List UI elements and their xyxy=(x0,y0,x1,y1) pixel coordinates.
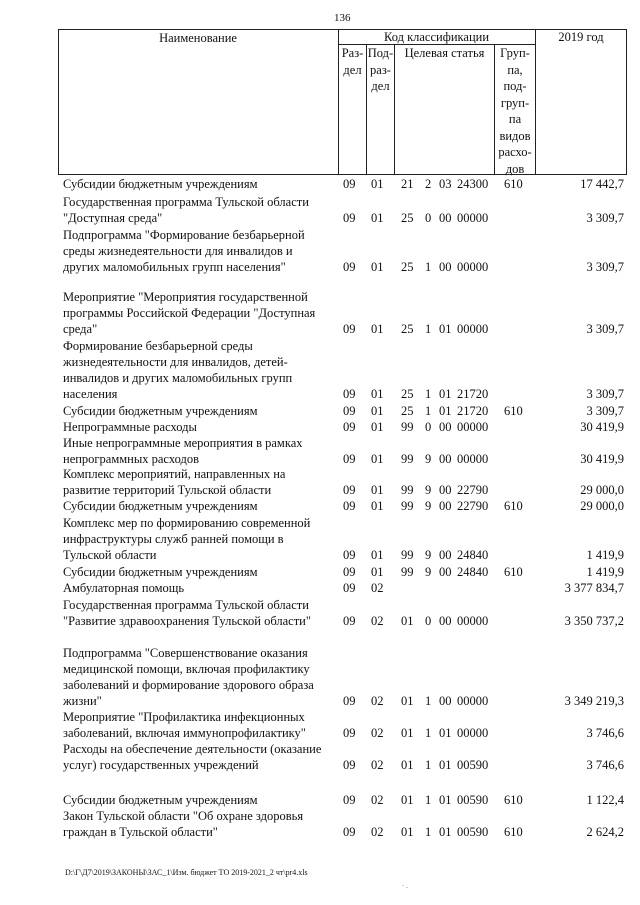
row-code-vr: 610 xyxy=(504,793,523,807)
row-code-pr: 01 xyxy=(371,260,384,274)
row-code-d: 00590 xyxy=(457,758,489,772)
row-name: Амбулаторная помощь xyxy=(63,581,185,595)
table-row xyxy=(60,645,630,709)
row-code-a: 25 xyxy=(401,211,414,225)
row-code-vr: 610 xyxy=(504,825,523,839)
row-code-b: 9 xyxy=(425,452,432,466)
row-name: Субсидии бюджетным учреждениям xyxy=(63,404,258,418)
row-code-rz: 09 xyxy=(343,322,356,336)
row-code-c: 00 xyxy=(439,420,452,434)
row-code-rz: 09 xyxy=(343,211,356,225)
row-code-d: 00000 xyxy=(457,614,489,628)
row-code-a: 25 xyxy=(401,322,414,336)
row-code-a: 01 xyxy=(401,758,414,772)
row-code-a: 25 xyxy=(401,404,414,418)
row-code-c: 01 xyxy=(439,322,452,336)
row-code-d: 00000 xyxy=(457,322,489,336)
table-row xyxy=(60,419,630,435)
row-amount: 1 122,4 xyxy=(586,793,624,807)
column-group-header: Груп- па, под- груп- па видов расхо- дов xyxy=(498,46,532,176)
row-code-b: 0 xyxy=(425,420,432,434)
table-row xyxy=(60,227,630,275)
row-code-rz: 09 xyxy=(343,387,356,401)
column-name-header: Наименование xyxy=(159,31,237,45)
row-code-d: 24840 xyxy=(457,565,489,579)
row-code-d: 21720 xyxy=(457,404,489,418)
row-code-a: 99 xyxy=(401,499,414,513)
row-code-d: 00590 xyxy=(457,793,489,807)
row-code-c: 01 xyxy=(439,404,452,418)
table-row xyxy=(60,194,630,226)
row-code-c: 00 xyxy=(439,260,452,274)
row-code-vr: 610 xyxy=(504,177,523,191)
row-code-a: 01 xyxy=(401,694,414,708)
row-amount: 2 624,2 xyxy=(586,825,624,839)
table-row xyxy=(60,466,630,498)
row-code-a: 99 xyxy=(401,548,414,562)
table-row xyxy=(60,498,630,514)
column-code-header: Код классификации xyxy=(383,30,490,44)
row-amount: 3 350 737,2 xyxy=(564,614,624,628)
row-code-b: 9 xyxy=(425,548,432,562)
table-row xyxy=(60,564,630,580)
row-code-d: 22790 xyxy=(457,499,489,513)
row-amount: 3 349 219,3 xyxy=(564,694,624,708)
row-code-c: 00 xyxy=(439,452,452,466)
row-code-c: 00 xyxy=(439,694,452,708)
row-code-rz: 09 xyxy=(343,694,356,708)
row-code-c: 00 xyxy=(439,483,452,497)
row-code-pr: 01 xyxy=(371,565,384,579)
row-name: Иные непрограммные мероприятия в рамках непрограммных расходов xyxy=(63,436,303,466)
row-code-d: 00000 xyxy=(457,211,489,225)
row-code-c: 01 xyxy=(439,726,452,740)
row-name: Государственная программа Тульской области "Доступная среда" xyxy=(63,195,309,225)
row-amount: 29 000,0 xyxy=(580,499,624,513)
row-code-rz: 09 xyxy=(343,420,356,434)
table-row xyxy=(60,289,630,337)
table-row xyxy=(60,597,630,629)
row-name: Комплекс мероприятий, направленных на развитие территорий Тульской области xyxy=(63,467,286,497)
row-code-rz: 09 xyxy=(343,581,356,595)
row-code-pr: 02 xyxy=(371,758,384,772)
row-code-pr: 01 xyxy=(371,548,384,562)
row-code-rz: 09 xyxy=(343,614,356,628)
row-code-a: 01 xyxy=(401,825,414,839)
row-code-a: 01 xyxy=(401,614,414,628)
page-number: 136 xyxy=(334,12,351,24)
row-amount: 1 419,9 xyxy=(586,548,624,562)
row-code-b: 1 xyxy=(425,404,432,418)
row-code-pr: 02 xyxy=(371,793,384,807)
row-code-vr: 610 xyxy=(504,404,523,418)
row-name: Субсидии бюджетным учреждениям xyxy=(63,565,258,579)
row-code-a: 99 xyxy=(401,452,414,466)
row-code-rz: 09 xyxy=(343,548,356,562)
row-amount: 29 000,0 xyxy=(580,483,624,497)
row-name: Субсидии бюджетным учреждениям xyxy=(63,499,258,513)
row-code-pr: 02 xyxy=(371,726,384,740)
row-code-b: 9 xyxy=(425,483,432,497)
row-code-a: 99 xyxy=(401,420,414,434)
file-path-footer: D:\Г\Д7\2019\ЗАКОНЫ\ЗАС_1\Изм. бюджет ТО 2019-2021_2 чт\pr4.xls xyxy=(65,868,308,877)
column-year-header: 2019 год xyxy=(558,30,604,44)
row-code-a: 01 xyxy=(401,726,414,740)
row-code-pr: 01 xyxy=(371,420,384,434)
row-code-rz: 09 xyxy=(343,483,356,497)
row-amount: 3 309,7 xyxy=(586,211,624,225)
row-name: Мероприятие "Мероприятия государственной программы Российской Федерации "Доступная среда" xyxy=(63,290,316,336)
row-code-a: 25 xyxy=(401,387,414,401)
row-amount: 30 419,9 xyxy=(580,452,624,466)
row-code-rz: 09 xyxy=(343,758,356,772)
row-name: Государственная программа Тульской области "Развитие здравоохранения Тульской области" xyxy=(63,598,311,628)
row-code-pr: 01 xyxy=(371,483,384,497)
row-code-pr: 01 xyxy=(371,499,384,513)
row-code-c: 00 xyxy=(439,614,452,628)
row-code-b: 1 xyxy=(425,694,432,708)
table-row xyxy=(60,515,630,563)
table-row xyxy=(60,435,630,467)
row-code-d: 00000 xyxy=(457,452,489,466)
row-code-d: 00000 xyxy=(457,260,489,274)
row-name: Подпрограмма "Формирование безбарьерной среды жизнедеятельности для инвалидов и других маломобильных групп населения" xyxy=(63,228,305,274)
row-code-c: 03 xyxy=(439,177,452,191)
row-amount: 3 377 834,7 xyxy=(564,581,624,595)
table-row xyxy=(60,808,630,840)
row-code-c: 01 xyxy=(439,793,452,807)
table-row xyxy=(60,338,630,402)
row-code-b: 9 xyxy=(425,499,432,513)
row-code-b: 0 xyxy=(425,211,432,225)
row-code-b: 1 xyxy=(425,726,432,740)
row-code-rz: 09 xyxy=(343,260,356,274)
row-code-pr: 01 xyxy=(371,404,384,418)
scan-mark: · . xyxy=(402,882,408,890)
table-row xyxy=(60,792,630,808)
row-code-rz: 09 xyxy=(343,825,356,839)
row-code-b: 0 xyxy=(425,614,432,628)
row-amount: 3 309,7 xyxy=(586,404,624,418)
row-amount: 30 419,9 xyxy=(580,420,624,434)
row-code-a: 21 xyxy=(401,177,414,191)
row-code-d: 24840 xyxy=(457,548,489,562)
row-code-b: 2 xyxy=(425,177,432,191)
row-code-pr: 01 xyxy=(371,177,384,191)
row-code-pr: 02 xyxy=(371,694,384,708)
row-code-d: 00590 xyxy=(457,825,489,839)
row-name: Непрограммные расходы xyxy=(63,420,197,434)
row-name: Субсидии бюджетным учреждениям xyxy=(63,177,258,191)
table-row xyxy=(60,580,630,596)
row-code-c: 00 xyxy=(439,565,452,579)
table-row xyxy=(60,741,630,773)
row-code-b: 1 xyxy=(425,387,432,401)
table-row xyxy=(60,709,630,741)
row-amount: 3 746,6 xyxy=(586,726,624,740)
row-code-d: 00000 xyxy=(457,726,489,740)
row-name: Комплекс мер по формированию современной инфраструктуры служб ранней помощи в Тульской области xyxy=(63,516,311,562)
row-code-rz: 09 xyxy=(343,404,356,418)
row-name: Субсидии бюджетным учреждениям xyxy=(63,793,258,807)
row-code-pr: 01 xyxy=(371,322,384,336)
row-code-pr: 02 xyxy=(371,825,384,839)
row-code-d: 00000 xyxy=(457,420,489,434)
row-code-a: 99 xyxy=(401,565,414,579)
row-code-d: 21720 xyxy=(457,387,489,401)
table-row xyxy=(60,176,630,192)
row-code-d: 24300 xyxy=(457,177,489,191)
row-code-rz: 09 xyxy=(343,793,356,807)
row-code-a: 99 xyxy=(401,483,414,497)
row-code-b: 9 xyxy=(425,565,432,579)
row-code-vr: 610 xyxy=(504,499,523,513)
row-amount: 3 309,7 xyxy=(586,387,624,401)
row-code-pr: 02 xyxy=(371,581,384,595)
row-code-rz: 09 xyxy=(343,565,356,579)
row-amount: 1 419,9 xyxy=(586,565,624,579)
row-name: Подпрограмма "Совершенствование оказания медицинской помощи, включая профилактику заболеваний и формирование здорового образа жизни" xyxy=(63,646,314,708)
column-razdel-header: Раз- дел xyxy=(341,46,364,77)
row-code-pr: 01 xyxy=(371,387,384,401)
table-row xyxy=(60,403,630,419)
row-code-b: 1 xyxy=(425,322,432,336)
row-code-c: 00 xyxy=(439,548,452,562)
row-code-d: 00000 xyxy=(457,694,489,708)
row-code-vr: 610 xyxy=(504,565,523,579)
row-code-rz: 09 xyxy=(343,726,356,740)
column-podrazdel-header: Под- раз- дел xyxy=(367,46,394,93)
row-code-rz: 09 xyxy=(343,499,356,513)
row-code-pr: 02 xyxy=(371,614,384,628)
row-code-rz: 09 xyxy=(343,177,356,191)
row-code-b: 1 xyxy=(425,825,432,839)
row-amount: 3 309,7 xyxy=(586,322,624,336)
row-code-c: 01 xyxy=(439,387,452,401)
row-code-c: 01 xyxy=(439,825,452,839)
row-name: Формирование безбарьерной среды жизнедеятельности для инвалидов, детей-инвалидов и других маломобильных групп населения xyxy=(63,339,293,401)
row-code-pr: 01 xyxy=(371,211,384,225)
row-code-a: 01 xyxy=(401,793,414,807)
row-code-c: 01 xyxy=(439,758,452,772)
row-name: Закон Тульской области "Об охране здоровья граждан в Тульской области" xyxy=(63,809,304,839)
row-code-b: 1 xyxy=(425,758,432,772)
row-code-a: 25 xyxy=(401,260,414,274)
column-target-header: Целевая статья xyxy=(404,46,485,60)
row-amount: 3 309,7 xyxy=(586,260,624,274)
row-code-b: 1 xyxy=(425,793,432,807)
row-code-b: 1 xyxy=(425,260,432,274)
row-code-c: 00 xyxy=(439,211,452,225)
row-name: Расходы на обеспечение деятельности (оказание услуг) государственных учреждений xyxy=(63,742,322,772)
row-code-d: 22790 xyxy=(457,483,489,497)
row-name: Мероприятие "Профилактика инфекционных заболеваний, включая иммунопрофилактику" xyxy=(63,710,306,740)
row-amount: 17 442,7 xyxy=(580,177,624,191)
row-code-c: 00 xyxy=(439,499,452,513)
table-header xyxy=(58,29,627,175)
row-amount: 3 746,6 xyxy=(586,758,624,772)
row-code-pr: 01 xyxy=(371,452,384,466)
row-code-rz: 09 xyxy=(343,452,356,466)
